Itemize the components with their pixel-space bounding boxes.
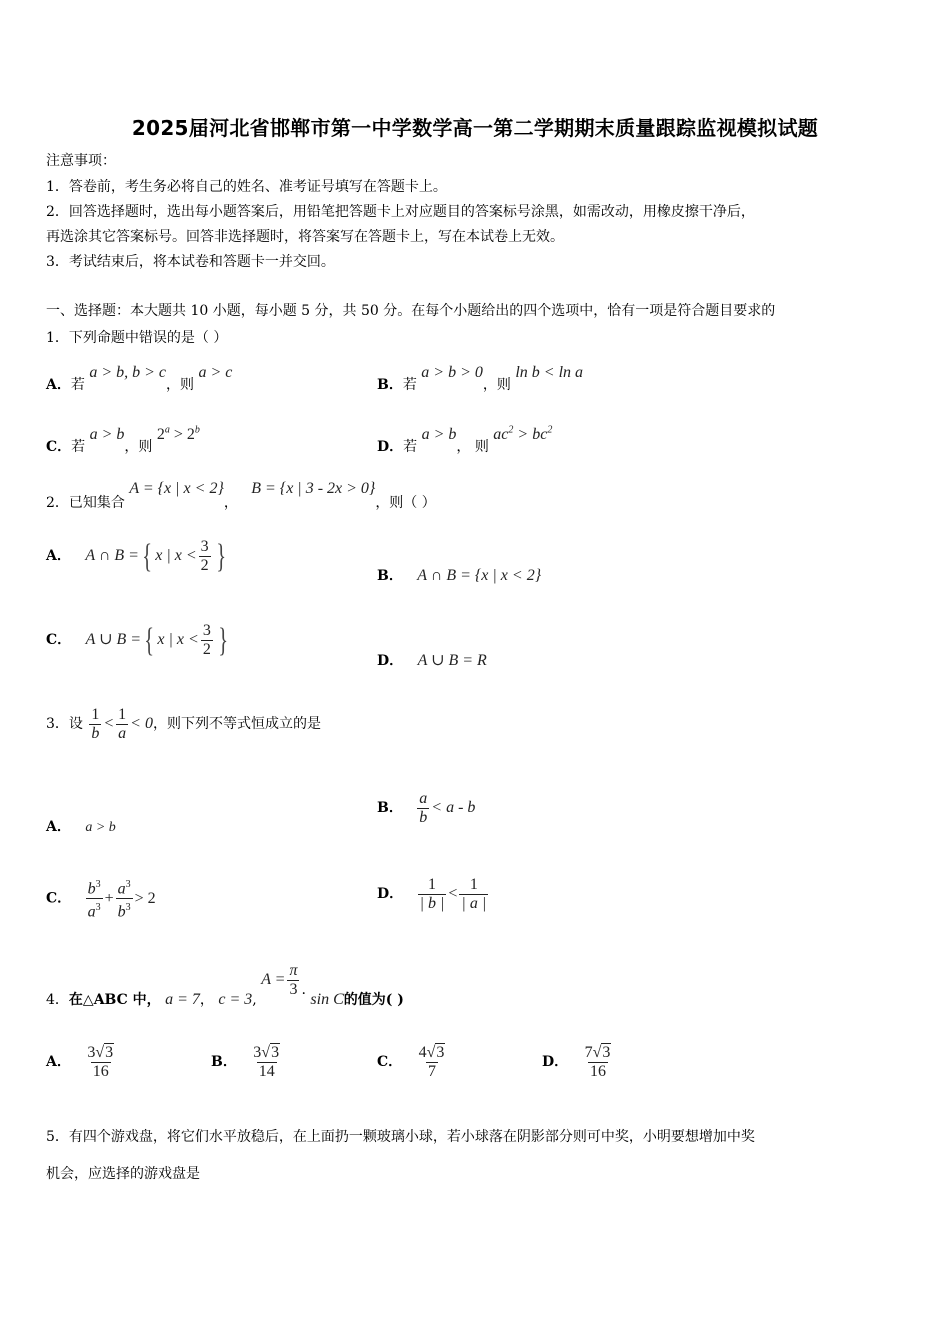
math-angle bbox=[261, 962, 301, 998]
radicand: 3 bbox=[602, 1044, 611, 1061]
numerator: 1 bbox=[91, 706, 100, 723]
numerator: 3 bbox=[200, 538, 209, 555]
exponent: 3 bbox=[125, 902, 131, 914]
math-expr: a > b, b > c bbox=[89, 364, 167, 381]
exponent: a bbox=[164, 424, 170, 436]
q3-option-b bbox=[377, 790, 475, 827]
math-expr: a > b > 0 bbox=[421, 364, 483, 381]
math-expr: $\frac{4√3}{7}$ bbox=[418, 1044, 445, 1080]
q4-option-a bbox=[46, 1044, 118, 1081]
math-expr bbox=[416, 876, 491, 912]
rest: < a - b bbox=[431, 799, 476, 817]
denominator: 14 bbox=[258, 1063, 275, 1080]
math-expr: a > b bbox=[89, 426, 125, 443]
question-text: 设 bbox=[68, 716, 83, 733]
math-expr: A ∩ B = {x | x < 2} bbox=[417, 567, 542, 584]
numerator: 3 bbox=[202, 622, 211, 639]
math-expr bbox=[87, 706, 153, 742]
separator: ， bbox=[223, 495, 238, 511]
operator: < bbox=[103, 715, 115, 733]
numerator: 1 bbox=[469, 876, 478, 893]
option-letter: A． bbox=[46, 548, 71, 565]
question-text: 下列命题中错误的是（ ） bbox=[68, 330, 228, 346]
math-expr: A ∪ B = R bbox=[417, 652, 487, 669]
notice-line-2: 2．回答选择题时，选出每小题答案后，用铅笔把答题卡上对应题目的答案标号涂黑，如需改动，用橡皮擦干净后， bbox=[46, 204, 755, 220]
option-connector: ，则 bbox=[124, 439, 153, 455]
option-letter: A． bbox=[46, 1054, 71, 1071]
numerator: 1 bbox=[427, 876, 436, 893]
lhs: A = bbox=[261, 971, 286, 989]
math-expr: ln b < ln a bbox=[515, 364, 584, 381]
q1-option-a bbox=[46, 362, 233, 393]
lhs: A ∪ B = bbox=[85, 631, 142, 649]
q1-option-d bbox=[377, 424, 553, 455]
q2-option-d bbox=[377, 650, 487, 670]
term: ac bbox=[493, 426, 509, 443]
notice-line-1: 1．答卷前，考生务必将自己的姓名、准考证号填写在答题卡上。 bbox=[46, 179, 447, 195]
question-tail: ，则下列不等式恒成立的是 bbox=[152, 716, 321, 733]
math-sinc: sin C bbox=[310, 991, 344, 1009]
q3-option-c bbox=[46, 876, 156, 922]
option-connector: ， 则 bbox=[456, 439, 489, 455]
section-heading: 一、选择题：本大题共 10 小题，每小题 5 分，共 50 分。在每个小题给出的四个选项中，恰有一项是符合题目要求的 bbox=[46, 303, 776, 319]
exponent: b bbox=[194, 424, 200, 436]
math-expr: a > c bbox=[198, 364, 233, 381]
option-letter: B． bbox=[377, 568, 403, 584]
math-expr bbox=[493, 426, 552, 443]
q4-option-b bbox=[211, 1044, 284, 1081]
option-letter: C． bbox=[46, 632, 72, 649]
exponent: 3 bbox=[95, 879, 101, 890]
option-prefix: 若 bbox=[403, 439, 418, 455]
operator: + bbox=[104, 889, 114, 907]
operator: > bc bbox=[513, 426, 548, 443]
q4-option-c bbox=[377, 1044, 449, 1081]
question-text: 在△ABC 中， bbox=[68, 992, 161, 1009]
coefficient: 7 bbox=[584, 1044, 593, 1061]
denominator: 2 bbox=[202, 641, 211, 658]
exponent: 2 bbox=[508, 424, 514, 436]
q1-option-c bbox=[46, 424, 200, 455]
denominator: | a | bbox=[461, 895, 487, 912]
base: 2 bbox=[156, 426, 165, 443]
notice-line-3: 再选涂其它答案标号。回答非选择题时，将答案写在答题卡上，写在本试卷上无效。 bbox=[46, 229, 564, 245]
rest: > 2 bbox=[134, 889, 156, 907]
notice-line-4: 3．考试结束后，将本试卷和答题卡一并交回。 bbox=[46, 254, 335, 270]
math-c: c = 3 bbox=[218, 991, 253, 1009]
radicand: 3 bbox=[271, 1044, 280, 1061]
question-number: 5． bbox=[46, 1129, 69, 1145]
math-expr: a > b bbox=[421, 426, 457, 443]
tail: < 0 bbox=[130, 715, 153, 733]
numerator: b bbox=[87, 880, 96, 898]
math-expr bbox=[415, 790, 476, 826]
denominator: 2 bbox=[200, 557, 209, 574]
option-letter: B． bbox=[377, 800, 403, 817]
denominator: b bbox=[419, 809, 428, 826]
option-prefix: 若 bbox=[402, 377, 417, 393]
exponent: 2 bbox=[547, 424, 553, 436]
question-5-line-2: 机会，应选择的游戏盘是 bbox=[46, 1166, 200, 1182]
numerator: a bbox=[419, 790, 428, 807]
option-letter: C． bbox=[46, 890, 72, 907]
q4-option-d bbox=[542, 1044, 615, 1081]
math-expr bbox=[84, 879, 156, 921]
math-expr: A ∩ B ={ x | x < $\frac{3}{2}$ } bbox=[85, 537, 226, 575]
denominator: b bbox=[117, 903, 126, 921]
denominator: a bbox=[87, 903, 96, 921]
page-title: 2025届河北省邯郸市第一中学数学高一第二学期期末质量跟踪监视模拟试题 bbox=[131, 116, 819, 140]
option-letter: B． bbox=[211, 1054, 237, 1071]
set-builder: x | x < bbox=[155, 547, 197, 565]
option-letter: A． bbox=[46, 377, 71, 393]
math-expr: A ∪ B ={ x | x < $\frac{3}{2}$ } bbox=[85, 621, 228, 659]
question-1 bbox=[46, 327, 227, 347]
set-builder: x | x < bbox=[157, 631, 199, 649]
radicand: 3 bbox=[105, 1044, 114, 1061]
denominator: a bbox=[118, 725, 127, 742]
option-letter: B． bbox=[377, 377, 403, 393]
option-prefix: 若 bbox=[71, 439, 86, 455]
operator: > 2 bbox=[169, 426, 195, 443]
set-b: B = {x | 3 - 2x > 0} bbox=[251, 480, 376, 497]
coefficient: 3 bbox=[87, 1044, 96, 1061]
coefficient: 3 bbox=[253, 1044, 262, 1061]
question-number: 4． bbox=[46, 992, 69, 1009]
denominator: 16 bbox=[589, 1063, 606, 1080]
denominator: 16 bbox=[92, 1063, 109, 1080]
denominator: 3 bbox=[289, 981, 298, 998]
q1-option-b bbox=[377, 362, 584, 393]
question-2 bbox=[46, 478, 436, 511]
coefficient: 4 bbox=[418, 1044, 427, 1061]
numerator: a bbox=[117, 880, 126, 898]
math-expr: $\frac{3√3}{14}$ bbox=[253, 1044, 280, 1080]
question-text: 已知集合 bbox=[68, 495, 125, 511]
question-4: 4．在△ABC 中， a = 7， c = 3, A = $\frac{\pi}{3}$ . sin C的值为( ) bbox=[46, 962, 404, 1009]
math-expr: $\frac{7√3}{16}$ bbox=[584, 1044, 611, 1080]
option-letter: C． bbox=[46, 439, 72, 455]
radicand: 3 bbox=[436, 1044, 445, 1061]
q2-option-c bbox=[46, 622, 231, 659]
option-connector: ，则 bbox=[166, 377, 195, 393]
question-text: 有四个游戏盘，将它们水平放稳后，在上面扔一颗玻璃小球，若小球落在阴影部分则可中奖，小明要想增加中奖 bbox=[68, 1129, 755, 1145]
separator: . bbox=[301, 982, 306, 999]
notice-heading: 注意事项： bbox=[46, 153, 116, 169]
math-expr bbox=[157, 426, 200, 443]
denominator: 7 bbox=[428, 1063, 436, 1080]
option-letter: D． bbox=[377, 653, 404, 669]
question-number: 1． bbox=[46, 330, 69, 346]
option-prefix: 若 bbox=[70, 377, 85, 393]
numerator: π bbox=[289, 962, 298, 979]
q3-option-a bbox=[46, 816, 116, 836]
q2-option-a bbox=[46, 538, 229, 575]
q2-option-b bbox=[377, 565, 541, 585]
option-letter: C． bbox=[377, 1054, 403, 1071]
question-3 bbox=[46, 706, 321, 743]
denominator: | b | bbox=[419, 895, 445, 912]
option-letter: A． bbox=[46, 819, 71, 835]
denominator: b bbox=[91, 725, 100, 742]
exponent: 3 bbox=[125, 879, 131, 890]
option-letter: D． bbox=[542, 1054, 569, 1071]
set-a: A = {x | x < 2} bbox=[129, 480, 224, 497]
exponent: 3 bbox=[95, 902, 101, 914]
numerator: 1 bbox=[118, 706, 127, 723]
q3-option-d bbox=[377, 876, 490, 913]
question-number: 3． bbox=[46, 716, 69, 733]
option-connector: ，则 bbox=[482, 377, 511, 393]
option-letter: D． bbox=[377, 439, 404, 455]
question-tail: ，则（ ） bbox=[375, 495, 436, 511]
lhs: A ∩ B = bbox=[85, 547, 139, 565]
question-tail: 的值为( ) bbox=[343, 992, 404, 1009]
question-5 bbox=[46, 1126, 755, 1146]
question-number: 2． bbox=[46, 495, 69, 511]
math-expr: a > b bbox=[85, 820, 116, 835]
math-expr: $\frac{3√3}{16}$ bbox=[87, 1044, 114, 1080]
operator: < bbox=[448, 885, 458, 903]
math-a: a = 7 bbox=[165, 991, 200, 1009]
option-letter: D． bbox=[377, 886, 404, 903]
